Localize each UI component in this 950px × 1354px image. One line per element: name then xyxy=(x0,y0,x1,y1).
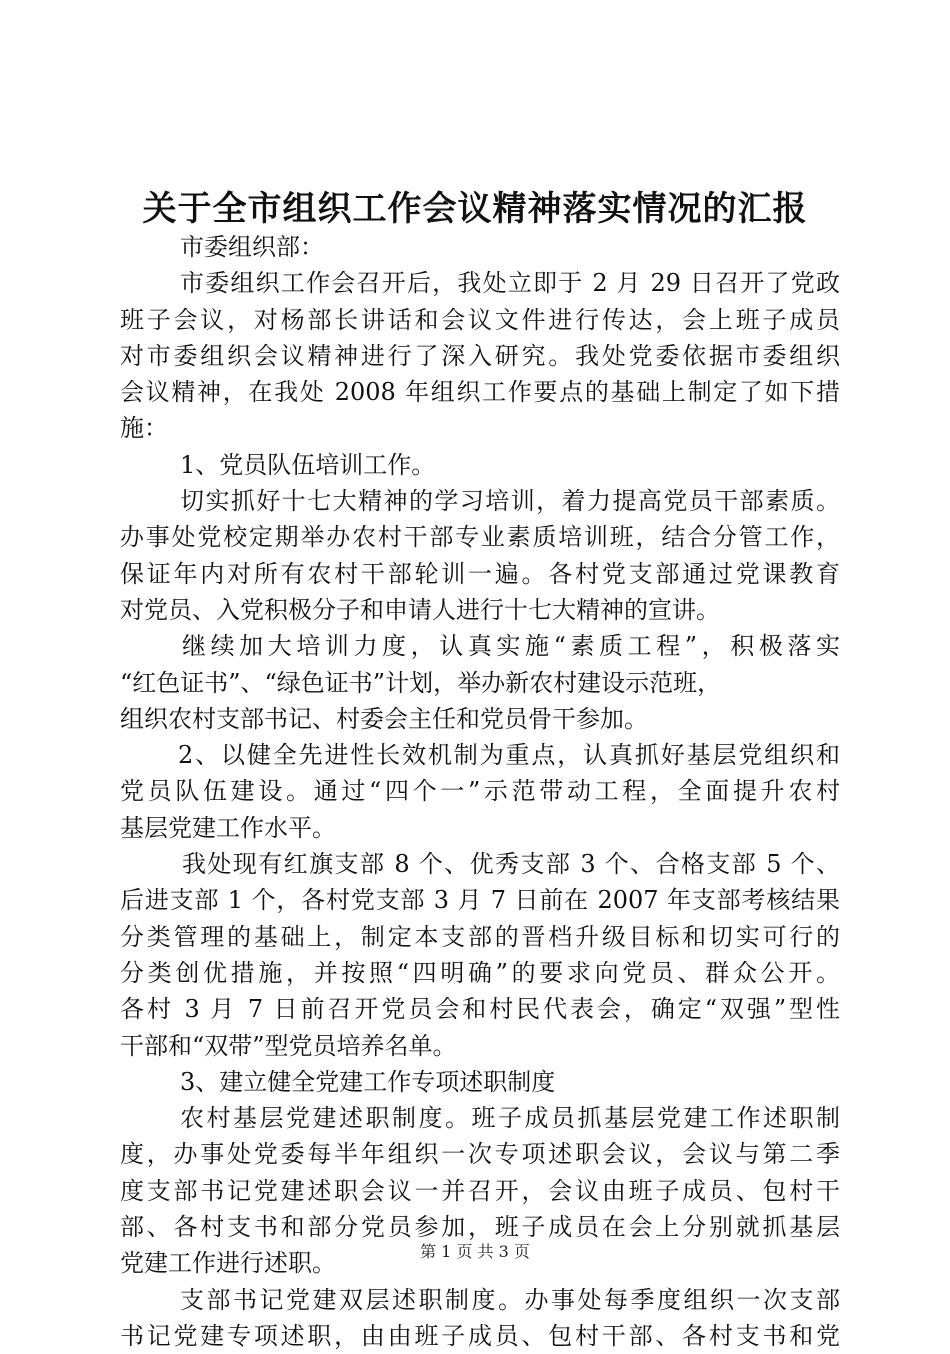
paragraph-line: “红色证书”、“绿色证书”计划，举办新农村建设示范班， xyxy=(120,668,722,697)
salutation: 市委组织部： xyxy=(180,233,324,261)
section-heading: 2、以健全先进性长效机制为重点，认真抓好基层党组织和 xyxy=(178,741,840,770)
paragraph-line: 基层党建工作水平。 xyxy=(120,813,336,842)
document-body xyxy=(120,229,840,1354)
paragraph-line: 组织农村支部书记、村委会主任和党员骨干参加。 xyxy=(120,704,648,733)
paragraph-line: 党员队伍建设。通过“四个一”示范带动工程，全面提升农村 xyxy=(120,777,840,806)
paragraph-line: 继续加大培训力度，认真实施“素质工程”，积极落实 xyxy=(182,632,840,661)
paragraph-line: 班子会议，对杨部长讲话和会议文件进行传达，会上班子成员 xyxy=(120,305,840,334)
paragraph-line: 书记党建专项述职，由由班子成员、包村干部、各村支书和党 xyxy=(120,1321,840,1350)
paragraph-line: 分类管理的基础上，制定本支部的晋档升级目标和切实可行的 xyxy=(120,922,840,951)
paragraph-line: 部、各村支书和部分党员参加，班子成员在会上分别就抓基层 xyxy=(120,1213,840,1242)
paragraph-line: 后进支部 1 个，各村党支部 3 月 7 日前在 2007 年支部考核结果 xyxy=(120,886,840,915)
paragraph-line: 施： xyxy=(120,414,168,443)
paragraph-line: 支部书记党建双层述职制度。办事处每季度组织一次支部 xyxy=(180,1285,840,1314)
paragraph-line: 会议精神，在我处 2008 年组织工作要点的基础上制定了如下措 xyxy=(120,378,840,407)
paragraph-line: 度支部书记党建述职会议一并召开，会议由班子成员、包村干 xyxy=(120,1176,840,1205)
paragraph-line: 农村基层党建述职制度。班子成员抓基层党建工作述职制 xyxy=(180,1104,840,1133)
paragraph-line: 切实抓好十七大精神的学习培训，着力提高党员干部素质。 xyxy=(180,487,840,516)
paragraph-line: 市委组织工作会召开后，我处立即于 2 月 29 日召开了党政 xyxy=(180,269,840,298)
paragraph-line: 各村 3 月 7 日前召开党员会和村民代表会，确定“双强”型性 xyxy=(120,995,840,1024)
paragraph-line: 分类创优措施，并按照“四明确”的要求向党员、群众公开。 xyxy=(120,958,840,987)
section-heading: 3、建立健全党建工作专项述职制度 xyxy=(180,1067,556,1096)
paragraph-line: 党建工作进行述职。 xyxy=(120,1249,336,1278)
document-title: 关于全市组织工作会议精神落实情况的汇报 xyxy=(142,189,808,229)
paragraph-line: 度，办事处党委每半年组织一次专项述职会议，会议与第二季 xyxy=(120,1140,840,1169)
paragraph-line: 我处现有红旗支部 8 个、优秀支部 3 个、合格支部 5 个、 xyxy=(182,850,840,879)
paragraph-line: 对党员、入党积极分子和申请人进行十七大精神的宣讲。 xyxy=(120,595,720,624)
paragraph-line: 办事处党校定期举办农村干部专业素质培训班，结合分管工作， xyxy=(120,523,840,552)
page-indicator: 第 1 页 共 3 页 xyxy=(420,1242,530,1261)
section-heading: 1、党员队伍培训工作。 xyxy=(180,450,436,479)
paragraph-line: 对市委组织会议精神进行了深入研究。我处党委依据市委组织 xyxy=(120,341,840,370)
paragraph-line: 保证年内对所有农村干部轮训一遍。各村党支部通过党课教育 xyxy=(120,559,840,588)
paragraph-line: 干部和“双带”型党员培养名单。 xyxy=(120,1031,457,1060)
